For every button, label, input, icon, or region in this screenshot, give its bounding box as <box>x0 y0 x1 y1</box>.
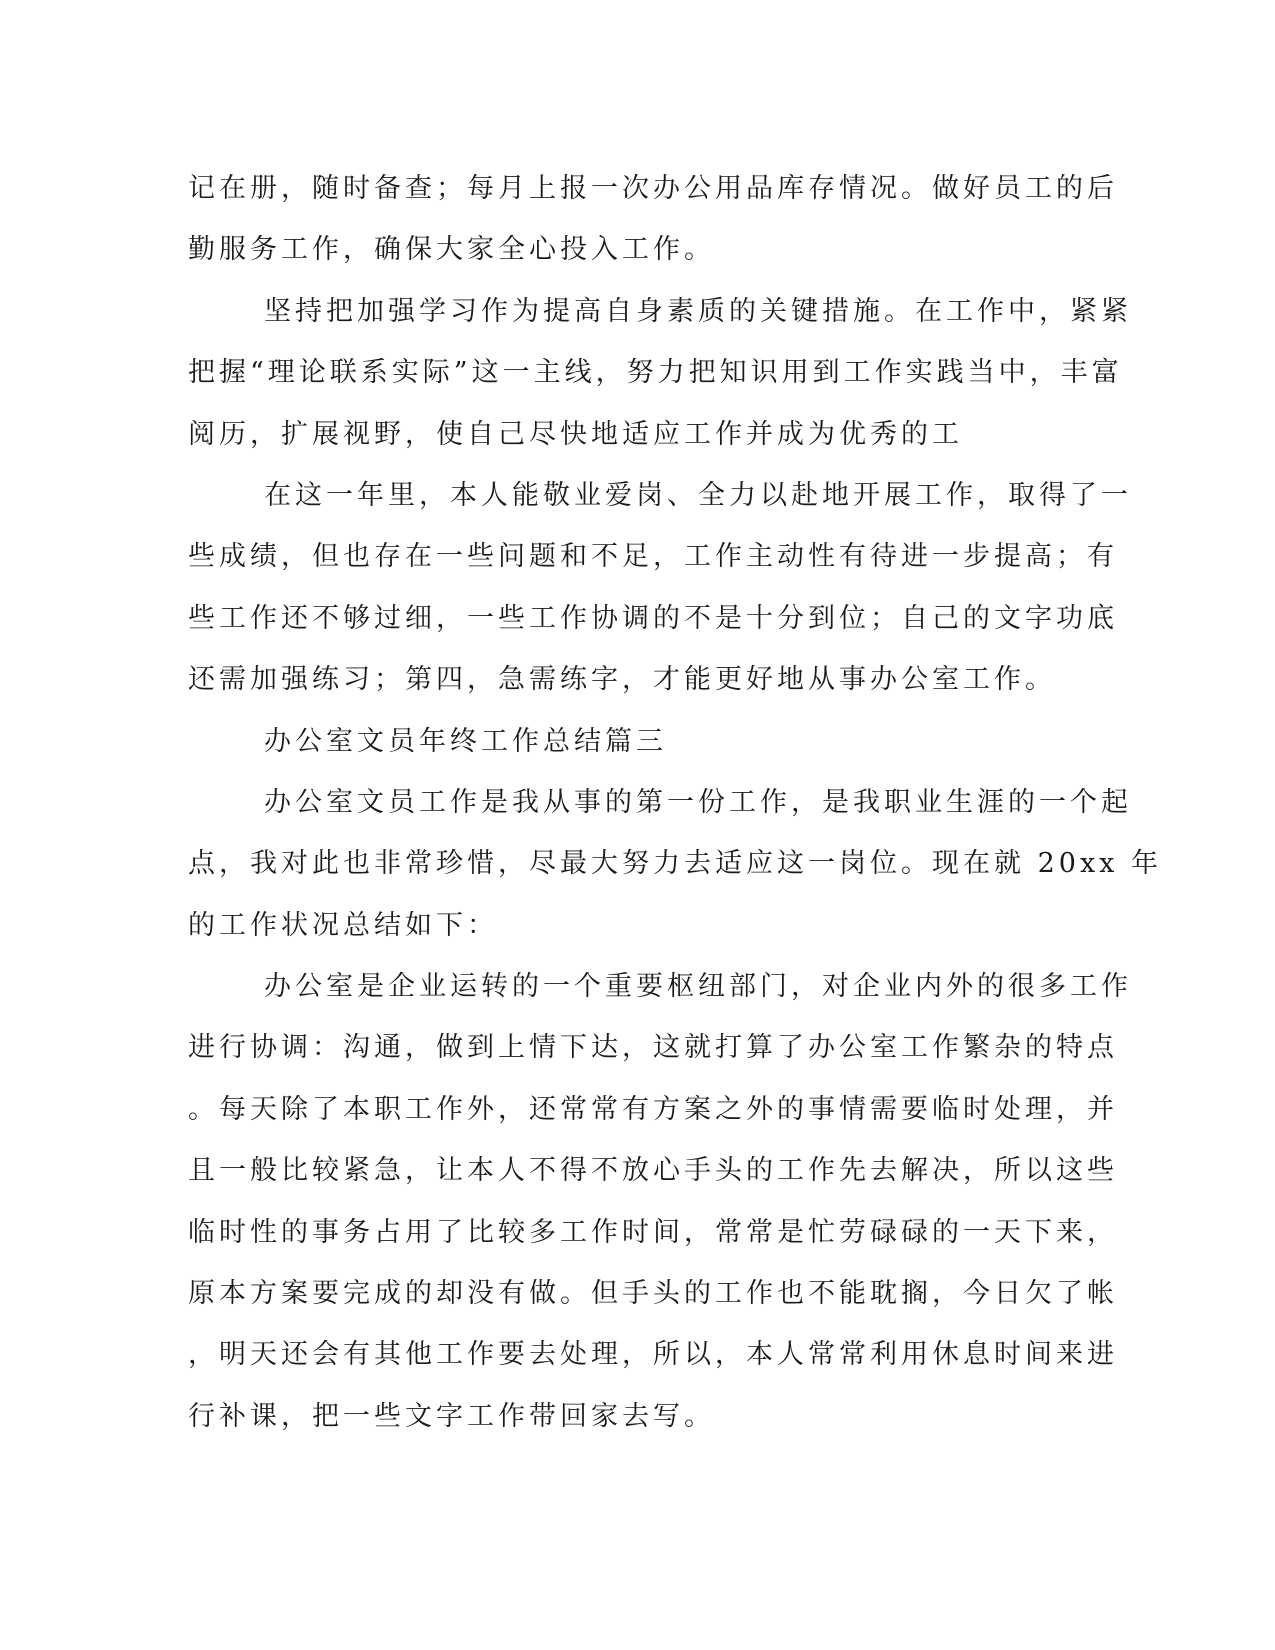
text-line: 把握“理论联系实际”这一主线，努力把知识用到工作实践当中，丰富 <box>188 357 1123 389</box>
text-line: 些工作还不够过细，一些工作协调的不是十分到位；自己的文字功底 <box>188 602 1118 634</box>
document-body <box>188 158 1162 1447</box>
text-line: 记在册，随时备查；每月上报一次办公用品库存情况。做好员工的后 <box>188 173 1118 204</box>
text-line: 勤服务工作，确保大家全心投入工作。 <box>188 234 715 266</box>
text-line: 些成绩，但也存在一些问题和不足，工作主动性有待进一步提高；有 <box>188 541 1118 573</box>
text-line: 临时性的事务占用了比较多工作时间，常常是忙劳碌碌的一天下来， <box>188 1216 1118 1248</box>
text-line: 进行协调：沟通，做到上情下达，这就打算了办公室工作繁杂的特点 <box>188 1032 1118 1064</box>
text-line: 原本方案要完成的却没有做。但手头的工作也不能耽搁，今日欠了帐 <box>188 1278 1118 1310</box>
text-line: 阅历，扩展视野，使自己尽快地适应工作并成为优秀的工 <box>188 418 963 450</box>
text-line: 在这一年里，本人能敬业爱岗、全力以赴地开展工作，取得了一 <box>264 479 1132 511</box>
text-line: ，明天还会有其他工作要去处理，所以，本人常常利用休息时间来进 <box>188 1339 1118 1371</box>
text-line: 的工作状况总结如下： <box>188 909 498 941</box>
text-line: 且一般比较紧急，让本人不得不放心手头的工作先去解决，所以这些 <box>188 1155 1118 1187</box>
text-line: 。每天除了本职工作外，还常常有方案之外的事情需要临时处理，并 <box>188 1093 1118 1125</box>
text-line: 坚持把加强学习作为提高自身素质的关键措施。在工作中，紧紧 <box>264 295 1132 327</box>
text-line: 点，我对此也非常珍惜，尽最大努力去适应这一岗位。现在就 20xx 年 <box>188 848 1162 880</box>
text-line: 办公室文员年终工作总结篇三 <box>264 725 667 757</box>
text-line: 还需加强练习；第四，急需练字，才能更好地从事办公室工作。 <box>188 664 1056 696</box>
text-line: 办公室是企业运转的一个重要枢纽部门，对企业内外的很多工作 <box>264 971 1132 1003</box>
text-line: 行补课，把一些文字工作带回家去写。 <box>188 1400 715 1432</box>
text-line: 办公室文员工作是我从事的第一份工作，是我职业生涯的一个起 <box>264 786 1132 818</box>
